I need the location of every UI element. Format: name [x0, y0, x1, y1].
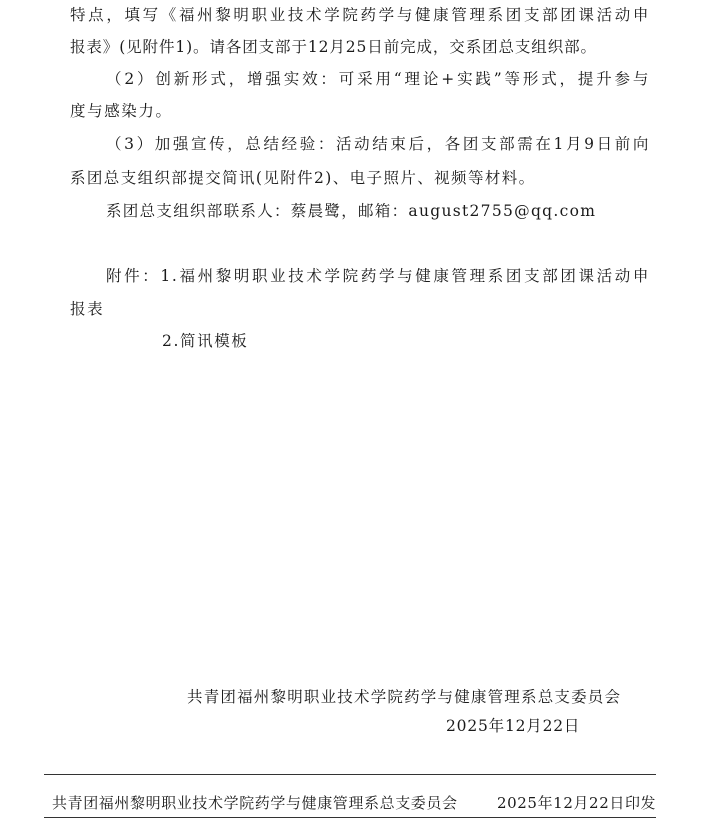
attachment-line-1: 附件：1.福州黎明职业技术学院药学与健康管理系团支部团课活动申 [106, 267, 650, 285]
body-line-2: 报表》(见附件1)。请各团支部于12月25日前完成，交系团总支组织部。 [70, 38, 597, 56]
body-line-3: （2）创新形式，增强实效：可采用“理论+实践”等形式，提升参与 [106, 70, 650, 88]
body-line-5: （3）加强宣传，总结经验：活动结束后，各团支部需在1月9日前向 [106, 135, 650, 153]
signature-organization: 共青团福州黎明职业技术学院药学与健康管理系总支委员会 [187, 688, 622, 706]
body-line-4: 度与感染力。 [70, 102, 173, 120]
footer-bottom-rule [44, 817, 656, 818]
contact-line: 系团总支组织部联系人：蔡晨鹭，邮箱：august2755@qq.com [106, 202, 597, 220]
footer-issuer: 共青团福州黎明职业技术学院药学与健康管理系总支委员会 [52, 794, 458, 812]
footer-top-rule [44, 774, 656, 775]
body-line-1: 特点，填写《福州黎明职业技术学院药学与健康管理系团支部团课活动申 [70, 6, 650, 24]
body-line-6: 系团总支组织部提交简讯(见附件2)、电子照片、视频等材料。 [70, 169, 536, 187]
attachment-line-3: 2.简讯模板 [162, 332, 249, 350]
signature-date: 2025年12月22日 [446, 717, 581, 735]
attachment-line-2: 报表 [70, 300, 105, 318]
footer-issue-date: 2025年12月22日印发 [497, 794, 657, 812]
